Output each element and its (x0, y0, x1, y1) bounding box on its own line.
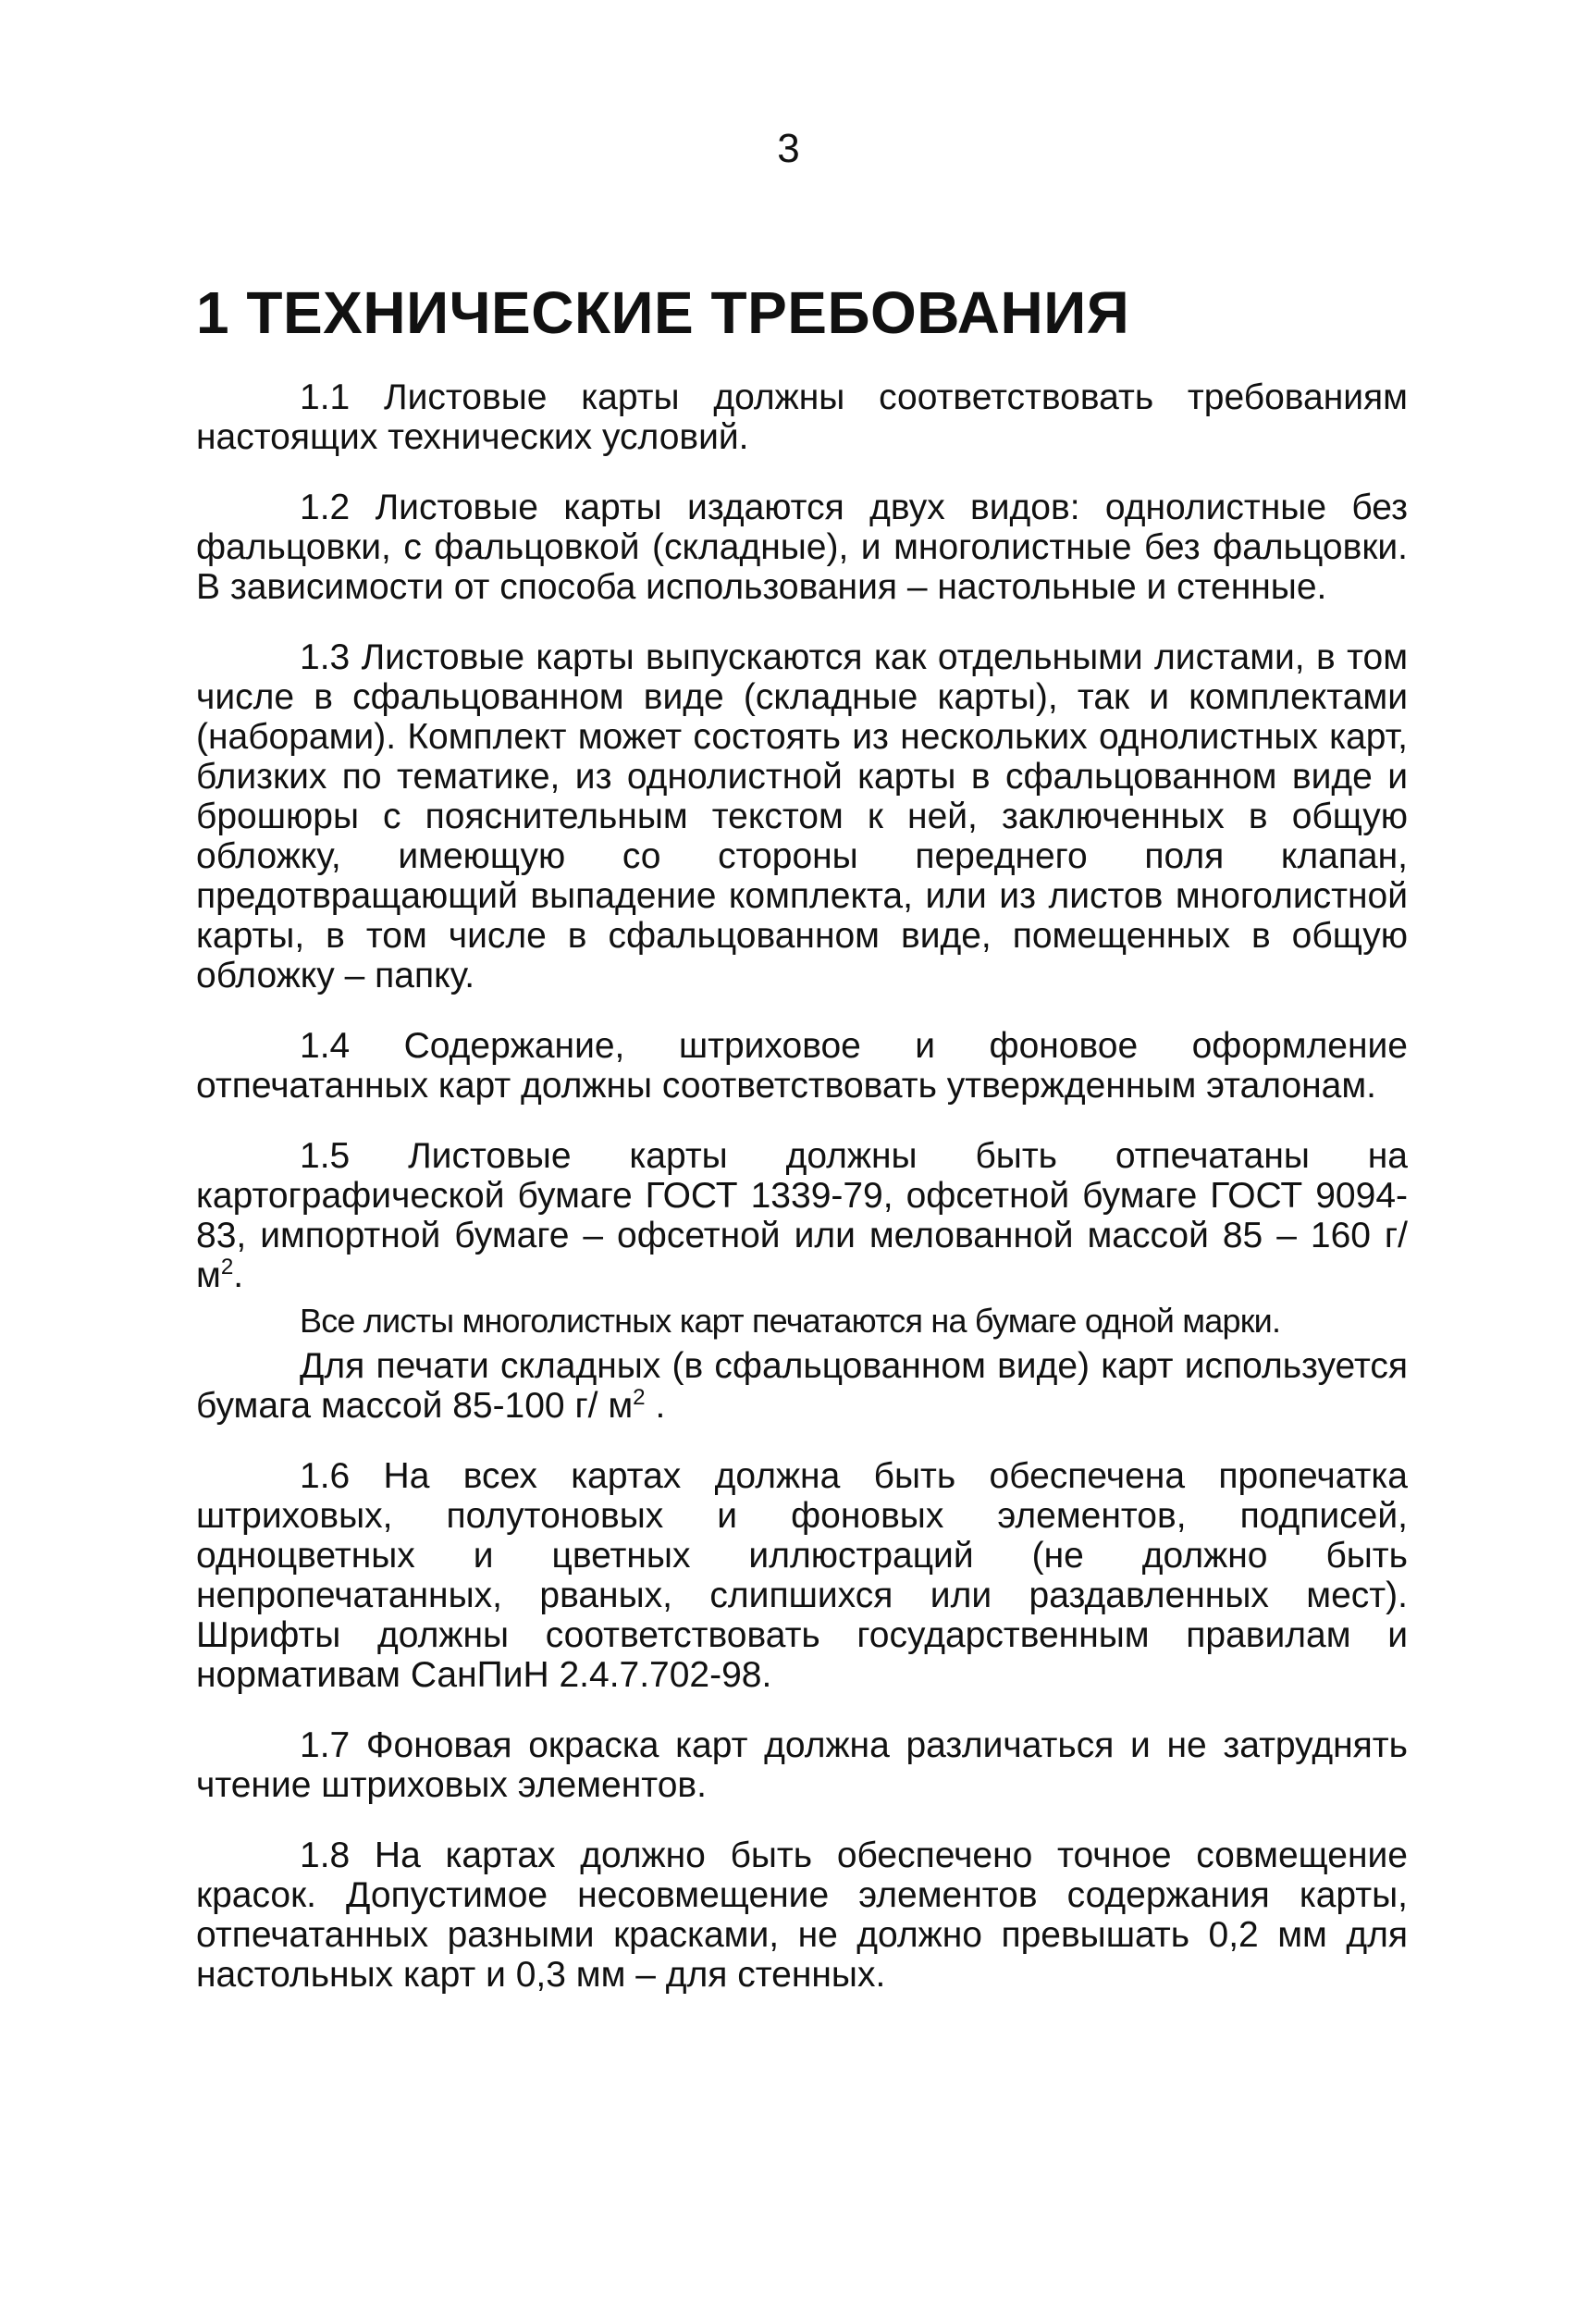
paragraph-1-3: 1.3 Листовые карты выпускаются как отдельными листами, в том числе в сфальцованном виде (складные карты), так и комплектами (наборами). Комплект может состоять из нескольких однолистных карт, близких по тематике, из однолистной карты в сфальцованном виде и брошюры с пояснительным текстом к ней, заключенных в общую обложку, имеющую со стороны переднего поля клапан, предотвращающий выпадение комплекта, или из листов многолистной карты, в том числе в сфальцованном виде, помещенных в общую обложку – папку. (196, 637, 1408, 995)
paragraph-1-5-b: Все листы многолистных карт печатаются на бумаге одной марки. (300, 1302, 1281, 1340)
superscript-squared: 2 (633, 1385, 646, 1410)
paragraph-1-4: 1.4 Содержание, штриховое и фоновое оформление отпечатанных карт должны соответствовать утвержденным эталонам. (196, 1026, 1408, 1106)
section-heading: 1 ТЕХНИЧЕСКИЕ ТРЕБОВАНИЯ (196, 279, 1130, 346)
paragraph-1-8: 1.8 На картах должно быть обеспечено точное совмещение красок. Допустимое несовмещение элементов содержания карты, отпечатанных разными красками, не должно превышать 0,2 мм для настольных карт и 0,3 мм – для стенных. (196, 1836, 1408, 1995)
paragraph-1-5-c (196, 1346, 1408, 1426)
paragraph-1-2: 1.2 Листовые карты издаются двух видов: однолистные без фальцовки, с фальцовкой (складные), и многолистные без фальцовки. В зависимости от способа использования – настольные и стенные. (196, 488, 1408, 607)
page-number: 3 (777, 126, 800, 171)
document-body (196, 377, 1408, 2025)
paragraph-1-6: 1.6 На всех картах должна быть обеспечена пропечатка штриховых, полутоновых и фоновых элементов, подписей, одноцветных и цветных иллюстраций (не должно быть непропечатанных, рваных, слипшихся или раздавленных мест). Шрифты должны соответствовать государственным правилам и нормативам СанПиН 2.4.7.702-98. (196, 1456, 1408, 1695)
paragraph-1-5-c-end: . (645, 1386, 666, 1426)
paragraph-1-1: 1.1 Листовые карты должны соответствовать требованиям настоящих технических условий. (196, 377, 1408, 457)
paragraph-1-5-c-text: Для печати складных (в сфальцованном виде) карт используется бумага массой 85-100 г/ м (196, 1346, 1408, 1426)
paragraph-1-5-text: 1.5 Листовые карты должны быть отпечатаны на картографической бумаге ГОСТ 1339-79, офсетной бумаге ГОСТ 9094-83, импортной бумаге – офсетной или мелованной массой 85 – 160 г/м (196, 1136, 1408, 1295)
superscript-squared: 2 (220, 1255, 234, 1279)
paragraph-1-5-end: . (233, 1255, 244, 1295)
paragraph-1-5 (196, 1136, 1408, 1295)
paragraph-1-7: 1.7 Фоновая окраска карт должна различаться и не затруднять чтение штриховых элементов. (196, 1725, 1408, 1805)
